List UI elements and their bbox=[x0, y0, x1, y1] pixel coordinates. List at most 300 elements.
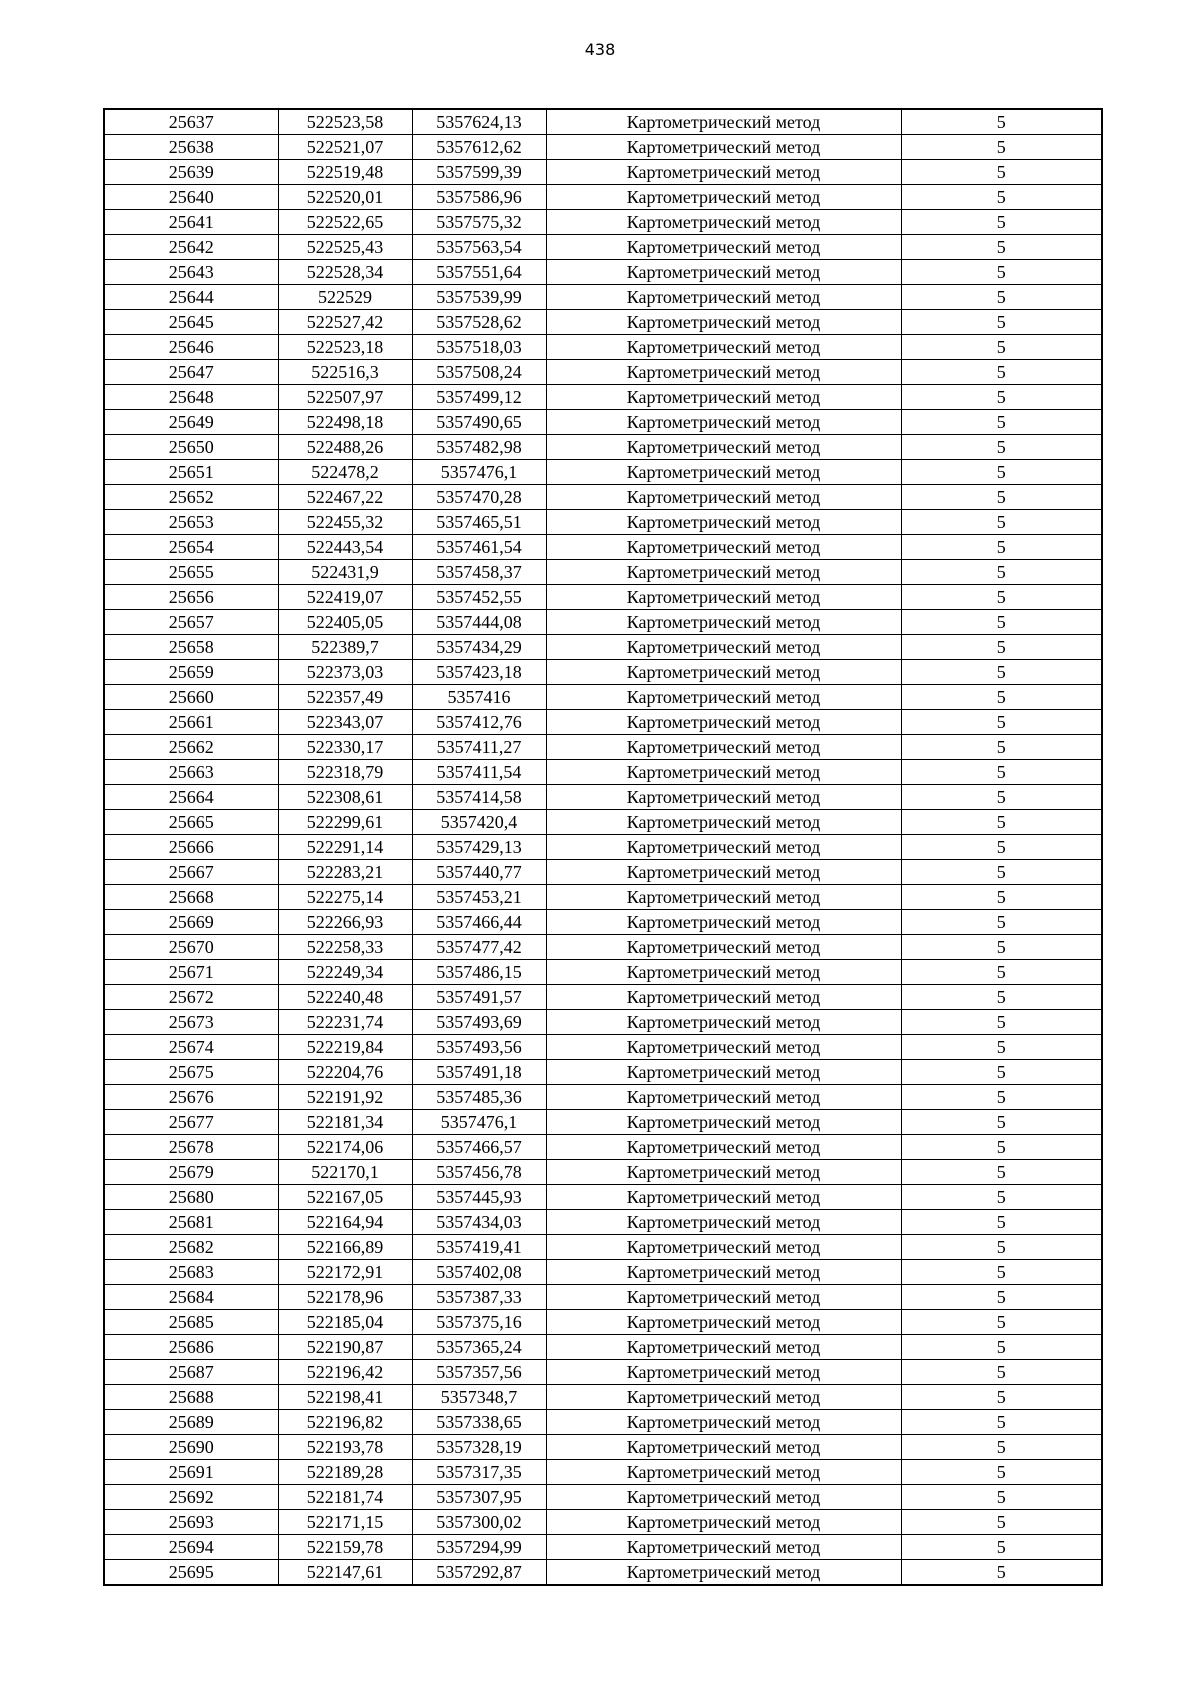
point-number-cell: 25674 bbox=[104, 1035, 278, 1060]
point-number-cell: 25693 bbox=[104, 1510, 278, 1535]
x-coordinate-cell: 522467,22 bbox=[278, 485, 412, 510]
x-coordinate-cell: 522299,61 bbox=[278, 810, 412, 835]
method-cell: Картометрический метод bbox=[546, 335, 901, 360]
x-coordinate-cell: 522189,28 bbox=[278, 1460, 412, 1485]
method-cell: Картометрический метод bbox=[546, 360, 901, 385]
x-coordinate-cell: 522318,79 bbox=[278, 760, 412, 785]
accuracy-cell: 5 bbox=[901, 1310, 1102, 1335]
table-row bbox=[104, 1035, 1102, 1060]
table-row bbox=[104, 160, 1102, 185]
accuracy-cell: 5 bbox=[901, 1460, 1102, 1485]
y-coordinate-cell: 5357429,13 bbox=[412, 835, 546, 860]
table-row bbox=[104, 485, 1102, 510]
x-coordinate-cell: 522283,21 bbox=[278, 860, 412, 885]
table-row bbox=[104, 1085, 1102, 1110]
method-cell: Картометрический метод bbox=[546, 1560, 901, 1586]
x-coordinate-cell: 522478,2 bbox=[278, 460, 412, 485]
accuracy-cell: 5 bbox=[901, 410, 1102, 435]
table-row bbox=[104, 1485, 1102, 1510]
y-coordinate-cell: 5357493,56 bbox=[412, 1035, 546, 1060]
y-coordinate-cell: 5357453,21 bbox=[412, 885, 546, 910]
point-number-cell: 25683 bbox=[104, 1260, 278, 1285]
point-number-cell: 25691 bbox=[104, 1460, 278, 1485]
x-coordinate-cell: 522527,42 bbox=[278, 310, 412, 335]
y-coordinate-cell: 5357411,54 bbox=[412, 760, 546, 785]
method-cell: Картометрический метод bbox=[546, 1185, 901, 1210]
accuracy-cell: 5 bbox=[901, 1185, 1102, 1210]
point-number-cell: 25692 bbox=[104, 1485, 278, 1510]
table-row bbox=[104, 1310, 1102, 1335]
accuracy-cell: 5 bbox=[901, 585, 1102, 610]
table-row bbox=[104, 135, 1102, 160]
y-coordinate-cell: 5357499,12 bbox=[412, 385, 546, 410]
y-coordinate-cell: 5357420,4 bbox=[412, 810, 546, 835]
y-coordinate-cell: 5357434,29 bbox=[412, 635, 546, 660]
x-coordinate-cell: 522172,91 bbox=[278, 1260, 412, 1285]
x-coordinate-cell: 522266,93 bbox=[278, 910, 412, 935]
method-cell: Картометрический метод bbox=[546, 760, 901, 785]
x-coordinate-cell: 522431,9 bbox=[278, 560, 412, 585]
method-cell: Картометрический метод bbox=[546, 460, 901, 485]
method-cell: Картометрический метод bbox=[546, 885, 901, 910]
table-row bbox=[104, 885, 1102, 910]
coordinates-table-body bbox=[104, 109, 1102, 1585]
point-number-cell: 25667 bbox=[104, 860, 278, 885]
accuracy-cell: 5 bbox=[901, 1035, 1102, 1060]
table-row bbox=[104, 435, 1102, 460]
accuracy-cell: 5 bbox=[901, 660, 1102, 685]
accuracy-cell: 5 bbox=[901, 960, 1102, 985]
y-coordinate-cell: 5357414,58 bbox=[412, 785, 546, 810]
table-row bbox=[104, 1535, 1102, 1560]
y-coordinate-cell: 5357470,28 bbox=[412, 485, 546, 510]
y-coordinate-cell: 5357444,08 bbox=[412, 610, 546, 635]
accuracy-cell: 5 bbox=[901, 185, 1102, 210]
coordinates-table bbox=[103, 108, 1103, 1586]
table-row bbox=[104, 510, 1102, 535]
y-coordinate-cell: 5357485,36 bbox=[412, 1085, 546, 1110]
x-coordinate-cell: 522443,54 bbox=[278, 535, 412, 560]
y-coordinate-cell: 5357328,19 bbox=[412, 1435, 546, 1460]
x-coordinate-cell: 522308,61 bbox=[278, 785, 412, 810]
x-coordinate-cell: 522405,05 bbox=[278, 610, 412, 635]
x-coordinate-cell: 522193,78 bbox=[278, 1435, 412, 1460]
table-row bbox=[104, 460, 1102, 485]
point-number-cell: 25658 bbox=[104, 635, 278, 660]
x-coordinate-cell: 522185,04 bbox=[278, 1310, 412, 1335]
accuracy-cell: 5 bbox=[901, 835, 1102, 860]
table-row bbox=[104, 1435, 1102, 1460]
y-coordinate-cell: 5357476,1 bbox=[412, 460, 546, 485]
table-row bbox=[104, 260, 1102, 285]
table-row bbox=[104, 860, 1102, 885]
accuracy-cell: 5 bbox=[901, 1410, 1102, 1435]
point-number-cell: 25655 bbox=[104, 560, 278, 585]
table-row bbox=[104, 1385, 1102, 1410]
accuracy-cell: 5 bbox=[901, 935, 1102, 960]
table-row bbox=[104, 1260, 1102, 1285]
method-cell: Картометрический метод bbox=[546, 160, 901, 185]
method-cell: Картометрический метод bbox=[546, 585, 901, 610]
method-cell: Картометрический метод bbox=[546, 710, 901, 735]
x-coordinate-cell: 522190,87 bbox=[278, 1335, 412, 1360]
y-coordinate-cell: 5357452,55 bbox=[412, 585, 546, 610]
accuracy-cell: 5 bbox=[901, 1435, 1102, 1460]
y-coordinate-cell: 5357508,24 bbox=[412, 360, 546, 385]
x-coordinate-cell: 522343,07 bbox=[278, 710, 412, 735]
method-cell: Картометрический метод bbox=[546, 235, 901, 260]
x-coordinate-cell: 522181,74 bbox=[278, 1485, 412, 1510]
y-coordinate-cell: 5357491,57 bbox=[412, 985, 546, 1010]
method-cell: Картометрический метод bbox=[546, 635, 901, 660]
method-cell: Картометрический метод bbox=[546, 1085, 901, 1110]
table-row bbox=[104, 235, 1102, 260]
y-coordinate-cell: 5357624,13 bbox=[412, 109, 546, 135]
x-coordinate-cell: 522249,34 bbox=[278, 960, 412, 985]
x-coordinate-cell: 522516,3 bbox=[278, 360, 412, 385]
method-cell: Картометрический метод bbox=[546, 1510, 901, 1535]
x-coordinate-cell: 522507,97 bbox=[278, 385, 412, 410]
accuracy-cell: 5 bbox=[901, 1260, 1102, 1285]
table-row bbox=[104, 560, 1102, 585]
y-coordinate-cell: 5357348,7 bbox=[412, 1385, 546, 1410]
accuracy-cell: 5 bbox=[901, 760, 1102, 785]
method-cell: Картометрический метод bbox=[546, 1535, 901, 1560]
method-cell: Картометрический метод bbox=[546, 135, 901, 160]
accuracy-cell: 5 bbox=[901, 735, 1102, 760]
point-number-cell: 25664 bbox=[104, 785, 278, 810]
x-coordinate-cell: 522166,89 bbox=[278, 1235, 412, 1260]
table-row bbox=[104, 735, 1102, 760]
x-coordinate-cell: 522498,18 bbox=[278, 410, 412, 435]
accuracy-cell: 5 bbox=[901, 1235, 1102, 1260]
method-cell: Картометрический метод bbox=[546, 210, 901, 235]
y-coordinate-cell: 5357528,62 bbox=[412, 310, 546, 335]
method-cell: Картометрический метод bbox=[546, 535, 901, 560]
accuracy-cell: 5 bbox=[901, 1110, 1102, 1135]
y-coordinate-cell: 5357357,56 bbox=[412, 1360, 546, 1385]
table-row bbox=[104, 1110, 1102, 1135]
method-cell: Картометрический метод bbox=[546, 835, 901, 860]
accuracy-cell: 5 bbox=[901, 360, 1102, 385]
accuracy-cell: 5 bbox=[901, 260, 1102, 285]
x-coordinate-cell: 522181,34 bbox=[278, 1110, 412, 1135]
accuracy-cell: 5 bbox=[901, 485, 1102, 510]
point-number-cell: 25695 bbox=[104, 1560, 278, 1586]
y-coordinate-cell: 5357317,35 bbox=[412, 1460, 546, 1485]
method-cell: Картометрический метод bbox=[546, 1235, 901, 1260]
table-row bbox=[104, 660, 1102, 685]
accuracy-cell: 5 bbox=[901, 1210, 1102, 1235]
method-cell: Картометрический метод bbox=[546, 1035, 901, 1060]
x-coordinate-cell: 522258,33 bbox=[278, 935, 412, 960]
x-coordinate-cell: 522291,14 bbox=[278, 835, 412, 860]
x-coordinate-cell: 522522,65 bbox=[278, 210, 412, 235]
method-cell: Картометрический метод bbox=[546, 410, 901, 435]
x-coordinate-cell: 522529 bbox=[278, 285, 412, 310]
x-coordinate-cell: 522519,48 bbox=[278, 160, 412, 185]
table-row bbox=[104, 410, 1102, 435]
point-number-cell: 25668 bbox=[104, 885, 278, 910]
point-number-cell: 25659 bbox=[104, 660, 278, 685]
method-cell: Картометрический метод bbox=[546, 660, 901, 685]
x-coordinate-cell: 522196,42 bbox=[278, 1360, 412, 1385]
x-coordinate-cell: 522330,17 bbox=[278, 735, 412, 760]
accuracy-cell: 5 bbox=[901, 635, 1102, 660]
method-cell: Картометрический метод bbox=[546, 985, 901, 1010]
point-number-cell: 25669 bbox=[104, 910, 278, 935]
table-row bbox=[104, 360, 1102, 385]
y-coordinate-cell: 5357338,65 bbox=[412, 1410, 546, 1435]
point-number-cell: 25652 bbox=[104, 485, 278, 510]
table-row bbox=[104, 385, 1102, 410]
x-coordinate-cell: 522455,32 bbox=[278, 510, 412, 535]
point-number-cell: 25682 bbox=[104, 1235, 278, 1260]
y-coordinate-cell: 5357466,57 bbox=[412, 1135, 546, 1160]
point-number-cell: 25679 bbox=[104, 1160, 278, 1185]
point-number-cell: 25672 bbox=[104, 985, 278, 1010]
accuracy-cell: 5 bbox=[901, 1010, 1102, 1035]
point-number-cell: 25647 bbox=[104, 360, 278, 385]
method-cell: Картометрический метод bbox=[546, 1360, 901, 1385]
y-coordinate-cell: 5357586,96 bbox=[412, 185, 546, 210]
x-coordinate-cell: 522167,05 bbox=[278, 1185, 412, 1210]
table-row bbox=[104, 210, 1102, 235]
x-coordinate-cell: 522204,76 bbox=[278, 1060, 412, 1085]
point-number-cell: 25653 bbox=[104, 510, 278, 535]
x-coordinate-cell: 522528,34 bbox=[278, 260, 412, 285]
point-number-cell: 25662 bbox=[104, 735, 278, 760]
table-row bbox=[104, 1360, 1102, 1385]
method-cell: Картометрический метод bbox=[546, 310, 901, 335]
method-cell: Картометрический метод bbox=[546, 1060, 901, 1085]
y-coordinate-cell: 5357465,51 bbox=[412, 510, 546, 535]
method-cell: Картометрический метод bbox=[546, 1310, 901, 1335]
accuracy-cell: 5 bbox=[901, 285, 1102, 310]
accuracy-cell: 5 bbox=[901, 210, 1102, 235]
x-coordinate-cell: 522488,26 bbox=[278, 435, 412, 460]
point-number-cell: 25656 bbox=[104, 585, 278, 610]
method-cell: Картометрический метод bbox=[546, 860, 901, 885]
method-cell: Картометрический метод bbox=[546, 785, 901, 810]
x-coordinate-cell: 522231,74 bbox=[278, 1010, 412, 1035]
page-number: 438 bbox=[584, 40, 616, 59]
method-cell: Картометрический метод bbox=[546, 285, 901, 310]
point-number-cell: 25637 bbox=[104, 109, 278, 135]
x-coordinate-cell: 522523,58 bbox=[278, 109, 412, 135]
table-row bbox=[104, 960, 1102, 985]
point-number-cell: 25684 bbox=[104, 1285, 278, 1310]
y-coordinate-cell: 5357539,99 bbox=[412, 285, 546, 310]
y-coordinate-cell: 5357575,32 bbox=[412, 210, 546, 235]
y-coordinate-cell: 5357365,24 bbox=[412, 1335, 546, 1360]
y-coordinate-cell: 5357551,64 bbox=[412, 260, 546, 285]
accuracy-cell: 5 bbox=[901, 1060, 1102, 1085]
point-number-cell: 25688 bbox=[104, 1385, 278, 1410]
y-coordinate-cell: 5357294,99 bbox=[412, 1535, 546, 1560]
point-number-cell: 25644 bbox=[104, 285, 278, 310]
y-coordinate-cell: 5357518,03 bbox=[412, 335, 546, 360]
x-coordinate-cell: 522419,07 bbox=[278, 585, 412, 610]
method-cell: Картометрический метод bbox=[546, 1110, 901, 1135]
accuracy-cell: 5 bbox=[901, 1285, 1102, 1310]
accuracy-cell: 5 bbox=[901, 385, 1102, 410]
accuracy-cell: 5 bbox=[901, 810, 1102, 835]
table-row bbox=[104, 710, 1102, 735]
y-coordinate-cell: 5357300,02 bbox=[412, 1510, 546, 1535]
point-number-cell: 25639 bbox=[104, 160, 278, 185]
y-coordinate-cell: 5357387,33 bbox=[412, 1285, 546, 1310]
table-row bbox=[104, 760, 1102, 785]
method-cell: Картометрический метод bbox=[546, 935, 901, 960]
accuracy-cell: 5 bbox=[901, 435, 1102, 460]
y-coordinate-cell: 5357490,65 bbox=[412, 410, 546, 435]
accuracy-cell: 5 bbox=[901, 710, 1102, 735]
method-cell: Картометрический метод bbox=[546, 185, 901, 210]
y-coordinate-cell: 5357476,1 bbox=[412, 1110, 546, 1135]
accuracy-cell: 5 bbox=[901, 160, 1102, 185]
accuracy-cell: 5 bbox=[901, 560, 1102, 585]
method-cell: Картометрический метод bbox=[546, 910, 901, 935]
method-cell: Картометрический метод bbox=[546, 1210, 901, 1235]
accuracy-cell: 5 bbox=[901, 109, 1102, 135]
table-row bbox=[104, 1185, 1102, 1210]
accuracy-cell: 5 bbox=[901, 785, 1102, 810]
y-coordinate-cell: 5357482,98 bbox=[412, 435, 546, 460]
x-coordinate-cell: 522159,78 bbox=[278, 1535, 412, 1560]
point-number-cell: 25677 bbox=[104, 1110, 278, 1135]
point-number-cell: 25694 bbox=[104, 1535, 278, 1560]
accuracy-cell: 5 bbox=[901, 335, 1102, 360]
x-coordinate-cell: 522373,03 bbox=[278, 660, 412, 685]
table-row bbox=[104, 1060, 1102, 1085]
method-cell: Картометрический метод bbox=[546, 560, 901, 585]
accuracy-cell: 5 bbox=[901, 1360, 1102, 1385]
point-number-cell: 25638 bbox=[104, 135, 278, 160]
point-number-cell: 25678 bbox=[104, 1135, 278, 1160]
y-coordinate-cell: 5357477,42 bbox=[412, 935, 546, 960]
accuracy-cell: 5 bbox=[901, 460, 1102, 485]
y-coordinate-cell: 5357466,44 bbox=[412, 910, 546, 935]
method-cell: Картометрический метод bbox=[546, 1385, 901, 1410]
accuracy-cell: 5 bbox=[901, 1335, 1102, 1360]
method-cell: Картометрический метод bbox=[546, 1285, 901, 1310]
table-row bbox=[104, 685, 1102, 710]
point-number-cell: 25646 bbox=[104, 335, 278, 360]
method-cell: Картометрический метод bbox=[546, 960, 901, 985]
y-coordinate-cell: 5357456,78 bbox=[412, 1160, 546, 1185]
table-row bbox=[104, 785, 1102, 810]
method-cell: Картометрический метод bbox=[546, 610, 901, 635]
x-coordinate-cell: 522191,92 bbox=[278, 1085, 412, 1110]
table-row bbox=[104, 1285, 1102, 1310]
point-number-cell: 25645 bbox=[104, 310, 278, 335]
accuracy-cell: 5 bbox=[901, 910, 1102, 935]
point-number-cell: 25650 bbox=[104, 435, 278, 460]
table-row bbox=[104, 1460, 1102, 1485]
method-cell: Картометрический метод bbox=[546, 810, 901, 835]
point-number-cell: 25640 bbox=[104, 185, 278, 210]
point-number-cell: 25648 bbox=[104, 385, 278, 410]
accuracy-cell: 5 bbox=[901, 860, 1102, 885]
accuracy-cell: 5 bbox=[901, 510, 1102, 535]
y-coordinate-cell: 5357486,15 bbox=[412, 960, 546, 985]
x-coordinate-cell: 522174,06 bbox=[278, 1135, 412, 1160]
table-row bbox=[104, 810, 1102, 835]
table-row bbox=[104, 935, 1102, 960]
method-cell: Картометрический метод bbox=[546, 1435, 901, 1460]
y-coordinate-cell: 5357411,27 bbox=[412, 735, 546, 760]
method-cell: Картометрический метод bbox=[546, 260, 901, 285]
table-row bbox=[104, 635, 1102, 660]
y-coordinate-cell: 5357440,77 bbox=[412, 860, 546, 885]
point-number-cell: 25661 bbox=[104, 710, 278, 735]
x-coordinate-cell: 522240,48 bbox=[278, 985, 412, 1010]
x-coordinate-cell: 522219,84 bbox=[278, 1035, 412, 1060]
table-row bbox=[104, 1135, 1102, 1160]
x-coordinate-cell: 522523,18 bbox=[278, 335, 412, 360]
method-cell: Картометрический метод bbox=[546, 1260, 901, 1285]
table-row bbox=[104, 310, 1102, 335]
accuracy-cell: 5 bbox=[901, 985, 1102, 1010]
point-number-cell: 25687 bbox=[104, 1360, 278, 1385]
y-coordinate-cell: 5357375,16 bbox=[412, 1310, 546, 1335]
point-number-cell: 25670 bbox=[104, 935, 278, 960]
x-coordinate-cell: 522164,94 bbox=[278, 1210, 412, 1235]
accuracy-cell: 5 bbox=[901, 1160, 1102, 1185]
table-row bbox=[104, 1010, 1102, 1035]
accuracy-cell: 5 bbox=[901, 1560, 1102, 1586]
accuracy-cell: 5 bbox=[901, 1385, 1102, 1410]
accuracy-cell: 5 bbox=[901, 1085, 1102, 1110]
y-coordinate-cell: 5357612,62 bbox=[412, 135, 546, 160]
point-number-cell: 25642 bbox=[104, 235, 278, 260]
table-row bbox=[104, 910, 1102, 935]
table-row bbox=[104, 285, 1102, 310]
table-row bbox=[104, 1560, 1102, 1586]
table-row bbox=[104, 535, 1102, 560]
point-number-cell: 25680 bbox=[104, 1185, 278, 1210]
point-number-cell: 25657 bbox=[104, 610, 278, 635]
x-coordinate-cell: 522520,01 bbox=[278, 185, 412, 210]
accuracy-cell: 5 bbox=[901, 610, 1102, 635]
y-coordinate-cell: 5357563,54 bbox=[412, 235, 546, 260]
x-coordinate-cell: 522196,82 bbox=[278, 1410, 412, 1435]
table-row bbox=[104, 1510, 1102, 1535]
point-number-cell: 25690 bbox=[104, 1435, 278, 1460]
x-coordinate-cell: 522275,14 bbox=[278, 885, 412, 910]
table-row bbox=[104, 985, 1102, 1010]
y-coordinate-cell: 5357292,87 bbox=[412, 1560, 546, 1586]
y-coordinate-cell: 5357419,41 bbox=[412, 1235, 546, 1260]
y-coordinate-cell: 5357402,08 bbox=[412, 1260, 546, 1285]
accuracy-cell: 5 bbox=[901, 685, 1102, 710]
point-number-cell: 25685 bbox=[104, 1310, 278, 1335]
method-cell: Картометрический метод bbox=[546, 385, 901, 410]
y-coordinate-cell: 5357412,76 bbox=[412, 710, 546, 735]
table-row bbox=[104, 1210, 1102, 1235]
method-cell: Картометрический метод bbox=[546, 735, 901, 760]
x-coordinate-cell: 522178,96 bbox=[278, 1285, 412, 1310]
point-number-cell: 25689 bbox=[104, 1410, 278, 1435]
method-cell: Картометрический метод bbox=[546, 485, 901, 510]
method-cell: Картометрический метод bbox=[546, 1410, 901, 1435]
table-row bbox=[104, 185, 1102, 210]
x-coordinate-cell: 522525,43 bbox=[278, 235, 412, 260]
point-number-cell: 25666 bbox=[104, 835, 278, 860]
accuracy-cell: 5 bbox=[901, 535, 1102, 560]
table-row bbox=[104, 335, 1102, 360]
